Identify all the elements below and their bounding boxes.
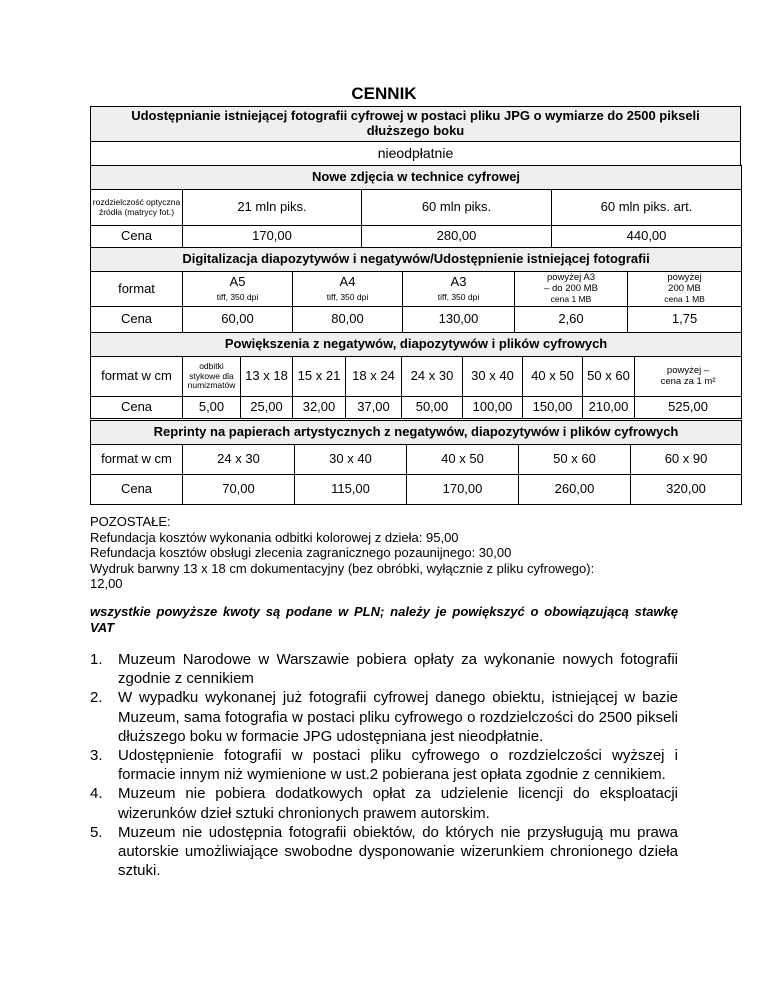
list-item bbox=[90, 650, 678, 688]
format-cell bbox=[293, 272, 403, 307]
size-cell: 13 x 18 bbox=[241, 357, 293, 397]
format-name: A3 bbox=[450, 274, 467, 290]
table-digitization-heading: Digitalizacja diapozytywów i negatywów/Udostępnienie istniejącej fotografii bbox=[91, 248, 742, 272]
price-cell: 260,00 bbox=[519, 475, 631, 505]
price-cell: 32,00 bbox=[293, 397, 346, 419]
format-line: 200 MB bbox=[668, 283, 701, 295]
price-cell: 280,00 bbox=[362, 226, 552, 248]
size-cell: 30 x 40 bbox=[463, 357, 523, 397]
table-free-jpg-heading: Udostępnianie istniejącej fotografii cyfrowej w postaci pliku JPG o wymiarze do 2500 pikseli dłuższego boku bbox=[91, 107, 741, 142]
list-item-text: Muzeum Narodowe w Warszawie pobiera opłaty za wykonanie nowych fotografii zgodnie z cennikiem bbox=[118, 651, 678, 688]
format-detail: tiff, 350 dpi bbox=[326, 292, 369, 303]
resolution-label bbox=[91, 190, 183, 226]
table-reprints-heading: Reprinty na papierach artystycznych z negatywów, diapozytywów i plików cyfrowych bbox=[91, 421, 742, 445]
table-cell: 60 mln piks. art. bbox=[552, 190, 742, 226]
format-cell bbox=[183, 272, 293, 307]
list-item-number: 1. bbox=[90, 651, 103, 668]
price-cell: 320,00 bbox=[631, 475, 742, 505]
list-item-text: Udostępnienie fotografii w postaci pliku cyfrowego o rozdzielczości wyższej i formacie innym niż wymienione w ust.2 pobierana jest opłata zgodnie z cennikiem. bbox=[118, 747, 678, 784]
format-line: cena 1 MB bbox=[664, 294, 705, 305]
other-fee-line: 12,00 bbox=[90, 576, 123, 591]
list-item bbox=[90, 746, 678, 784]
table-new-digital-photos-heading: Nowe zdjęcia w technice cyfrowej bbox=[91, 166, 742, 190]
list-item-number: 4. bbox=[90, 785, 103, 803]
table-new-digital-photos bbox=[90, 165, 742, 248]
vat-note: wszystkie powyższe kwoty są podane w PLN; należy je powiększyć o obowiązującą stawkę VAT bbox=[90, 604, 678, 635]
format-line: – do 200 MB bbox=[544, 283, 598, 295]
list-item bbox=[90, 823, 678, 881]
price-cell: 150,00 bbox=[523, 397, 583, 419]
other-fee-line: Refundacja kosztów wykonania odbitki kolorowej z dzieła: 95,00 bbox=[90, 529, 459, 545]
format-detail: tiff, 350 dpi bbox=[216, 292, 259, 303]
table-free-jpg-value: nieodpłatnie bbox=[91, 142, 741, 166]
per-m2-line: powyżej – bbox=[666, 364, 710, 376]
table-enlargements bbox=[90, 332, 742, 419]
other-fees bbox=[90, 514, 690, 592]
size-cell: 18 x 24 bbox=[346, 357, 402, 397]
format-line: powyżej bbox=[667, 272, 702, 284]
price-cell: 5,00 bbox=[183, 397, 241, 419]
format-name: A5 bbox=[229, 274, 246, 290]
price-cell: 80,00 bbox=[293, 307, 403, 333]
price-cell: 50,00 bbox=[402, 397, 463, 419]
price-cell: 37,00 bbox=[346, 397, 402, 419]
price-label: Cena bbox=[91, 307, 183, 333]
size-cell: 15 x 21 bbox=[293, 357, 346, 397]
price-cell: 25,00 bbox=[241, 397, 293, 419]
list-item-text: Muzeum nie pobiera dodatkowych opłat za udzielenie licencji do eksploatacji wizerunków dzieł sztuki chronionych prawem autorskim. bbox=[118, 785, 678, 822]
price-cell: 170,00 bbox=[407, 475, 519, 505]
price-cell: 1,75 bbox=[628, 307, 742, 333]
list-item-number: 2. bbox=[90, 689, 103, 707]
contact-prints-text: odbitki stykowe dla numizmatów bbox=[187, 360, 236, 391]
size-cell: 24 x 30 bbox=[402, 357, 463, 397]
resolution-label-text: rozdzielczość optyczna źródła (matrycy fot.) bbox=[92, 196, 181, 217]
price-cell: 115,00 bbox=[295, 475, 407, 505]
price-label: Cena bbox=[91, 397, 183, 419]
format-label: format bbox=[91, 272, 183, 307]
format-detail: tiff, 350 dpi bbox=[437, 292, 480, 303]
table-digitization bbox=[90, 247, 742, 333]
format-cell bbox=[515, 272, 628, 307]
list-item bbox=[90, 784, 678, 822]
list-item-number: 3. bbox=[90, 747, 103, 765]
size-cell: 30 x 40 bbox=[295, 445, 407, 475]
size-cell: 60 x 90 bbox=[631, 445, 742, 475]
price-cell: 210,00 bbox=[583, 397, 635, 419]
size-cell: 50 x 60 bbox=[583, 357, 635, 397]
list-item-text: W wypadku wykonanej już fotografii cyfrowej danego obiektu, istniejącej w bazie Muzeum, sama fotografia w postaci pliku cyfrowego o rozdzielczości do 2500 pikseli dłuższego boku w formacie JPG udostępniana jest nieodpłatnie. bbox=[118, 689, 678, 745]
table-cell: 60 mln piks. bbox=[362, 190, 552, 226]
notes-list bbox=[90, 650, 678, 880]
other-fees-heading: POZOSTAŁE: bbox=[90, 514, 171, 529]
format-cell bbox=[403, 272, 515, 307]
price-label: Cena bbox=[91, 475, 183, 505]
format-cell bbox=[628, 272, 742, 307]
per-m2-cell bbox=[635, 357, 742, 397]
format-cm-label: format w cm bbox=[91, 445, 183, 475]
format-name: A4 bbox=[339, 274, 356, 290]
page-title: CENNIK bbox=[351, 84, 417, 103]
other-fee-line: Wydruk barwny 13 x 18 cm dokumentacyjny (bez obróbki, wyłącznie z pliku cyfrowego): bbox=[90, 560, 595, 576]
price-cell: 440,00 bbox=[552, 226, 742, 248]
price-cell: 2,60 bbox=[515, 307, 628, 333]
size-cell: 40 x 50 bbox=[407, 445, 519, 475]
list-item-text: Muzeum nie udostępnia fotografii obiektów, do których nie przysługują mu prawa autorskie umożliwiające swobodne dysponowanie wizerunkiem chronionego dzieła sztuki. bbox=[118, 823, 678, 880]
format-cm-label: format w cm bbox=[91, 357, 183, 397]
price-cell: 170,00 bbox=[183, 226, 362, 248]
size-cell: 24 x 30 bbox=[183, 445, 295, 475]
price-label: Cena bbox=[91, 226, 183, 248]
price-cell: 130,00 bbox=[403, 307, 515, 333]
table-enlargements-heading: Powiększenia z negatywów, diapozytywów i plików cyfrowych bbox=[91, 333, 742, 357]
format-line: cena 1 MB bbox=[550, 294, 592, 305]
table-cell: 21 mln piks. bbox=[183, 190, 362, 226]
other-fee-line: Refundacja kosztów obsługi zlecenia zagranicznego pozaunijnego: 30,00 bbox=[90, 545, 512, 560]
size-cell: 50 x 60 bbox=[519, 445, 631, 475]
size-cell: 40 x 50 bbox=[523, 357, 583, 397]
price-cell: 70,00 bbox=[183, 475, 295, 505]
price-cell: 525,00 bbox=[635, 397, 742, 419]
price-cell: 60,00 bbox=[183, 307, 293, 333]
format-line: powyżej A3 bbox=[546, 272, 596, 284]
list-item bbox=[90, 688, 678, 746]
list-item-number: 5. bbox=[90, 823, 103, 841]
per-m2-line: cena za 1 m² bbox=[660, 375, 716, 387]
contact-prints-cell bbox=[183, 357, 241, 397]
table-reprints bbox=[90, 420, 742, 505]
price-cell: 100,00 bbox=[463, 397, 523, 419]
table-free-jpg bbox=[90, 106, 741, 166]
